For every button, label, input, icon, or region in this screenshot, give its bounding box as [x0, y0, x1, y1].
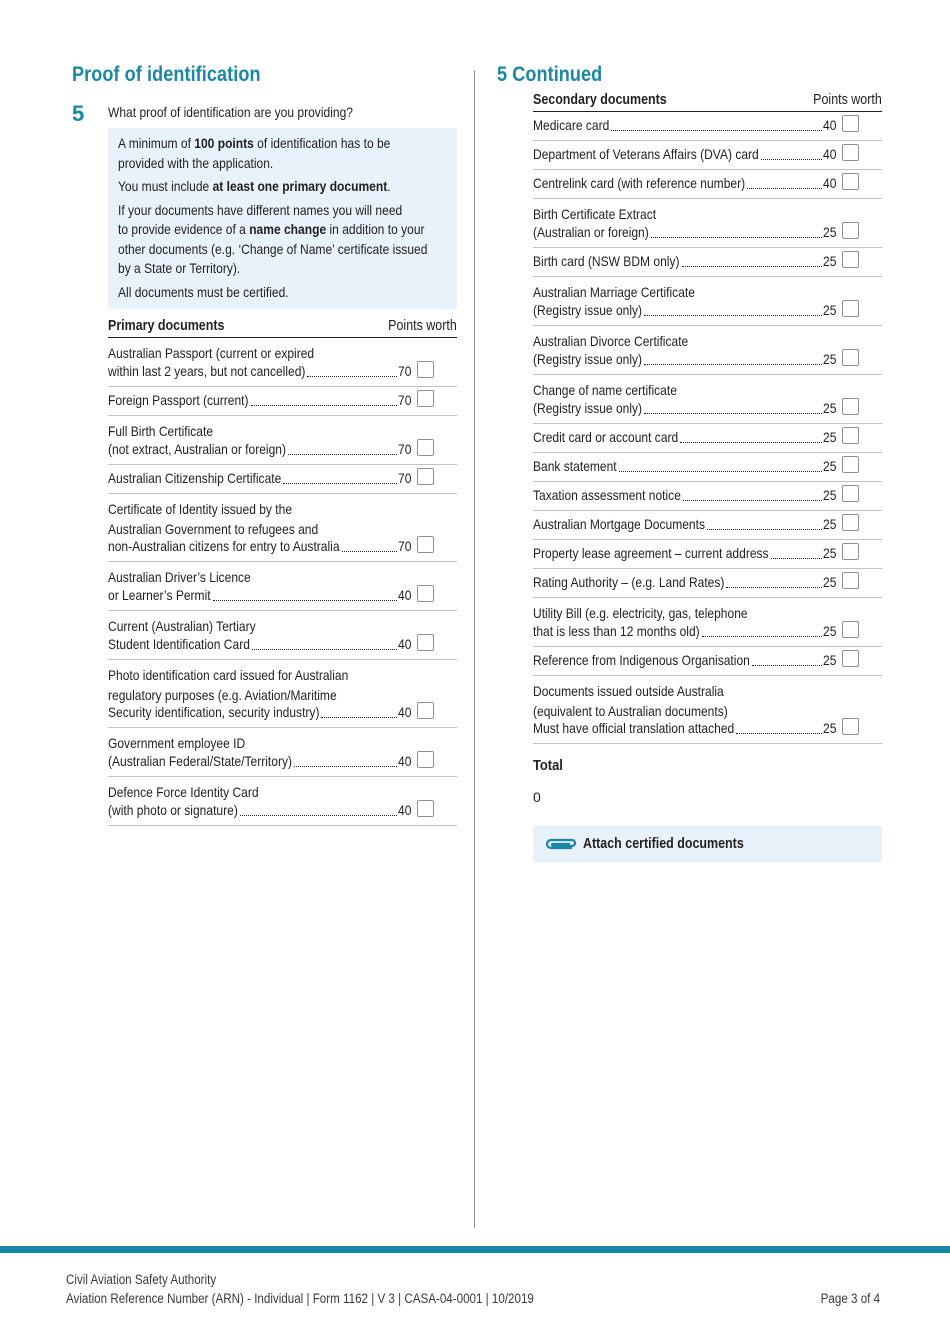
- points-value-text: 25: [823, 224, 837, 240]
- document-description: [108, 616, 457, 636]
- document-description-line: Certificate of Identity issued by the: [108, 501, 293, 517]
- document-row: [533, 170, 882, 199]
- document-label: [108, 634, 273, 654]
- document-label: [108, 800, 259, 820]
- dot-leader: [294, 766, 397, 767]
- document-label-text: (not extract, Australian or foreign): [108, 441, 287, 457]
- document-description-line: regulatory purposes (e.g. Aviation/Maritime: [108, 687, 337, 703]
- document-row: [108, 338, 457, 387]
- points-value: [823, 621, 839, 641]
- points-value-text: 70: [398, 441, 412, 457]
- dot-leader: [680, 442, 822, 443]
- document-label: [533, 398, 660, 418]
- document-checkbox[interactable]: [417, 390, 434, 407]
- info-box: [108, 128, 457, 309]
- document-label: [533, 485, 705, 505]
- document-checkbox[interactable]: [842, 456, 859, 473]
- dot-leader: [342, 551, 397, 552]
- points-value: [823, 514, 839, 534]
- document-checkbox[interactable]: [842, 485, 859, 502]
- document-description-line: Photo identification card issued for Australian: [108, 667, 349, 683]
- dot-leader: [771, 558, 822, 559]
- document-label: [533, 514, 733, 534]
- points-value: [823, 300, 839, 320]
- document-label-text: Centrelink card (with reference number): [533, 175, 746, 191]
- document-description-line: (equivalent to Australian documents): [533, 703, 728, 719]
- document-label-text: Department of Veterans Affairs (DVA) card: [533, 146, 759, 162]
- document-label: [533, 572, 756, 592]
- document-row: [533, 375, 882, 424]
- points-value: [823, 543, 839, 563]
- document-row: [108, 387, 457, 416]
- document-label: [108, 390, 271, 410]
- document-label: [533, 650, 785, 670]
- document-label: [533, 621, 727, 641]
- document-label: [533, 173, 780, 193]
- points-value-text: 40: [398, 704, 412, 720]
- points-value: [823, 173, 839, 193]
- document-label: [533, 427, 702, 447]
- attach-documents-label: Attach certified documents: [583, 836, 744, 852]
- document-checkbox[interactable]: [842, 572, 859, 589]
- dot-leader: [736, 733, 822, 734]
- document-checkbox[interactable]: [842, 650, 859, 667]
- document-description-line: Current (Australian) Tertiary: [108, 618, 256, 634]
- points-value-text: 25: [823, 545, 837, 561]
- points-value-text: 40: [398, 636, 412, 652]
- document-description-line: Documents issued outside Australia: [533, 683, 724, 699]
- points-value-text: 25: [823, 720, 837, 736]
- document-checkbox[interactable]: [417, 702, 434, 719]
- footer-page-number: Page 3 of 4: [820, 1291, 880, 1306]
- document-label-text: that is less than 12 months old): [533, 623, 700, 639]
- document-row: [533, 569, 882, 598]
- document-label: [533, 543, 807, 563]
- document-label-text: (Registry issue only): [533, 400, 643, 416]
- points-value-text: 70: [398, 538, 412, 554]
- column-divider: [474, 70, 475, 1228]
- points-value-text: 40: [823, 175, 837, 191]
- document-row: [533, 453, 882, 482]
- document-description: [108, 733, 457, 753]
- document-checkbox[interactable]: [842, 718, 859, 735]
- document-description: [533, 380, 882, 400]
- dot-leader: [644, 413, 822, 414]
- info-paragraph-name-change: If your documents have different names you will need to provide evidence of a name change in addition to your other documents (e.g. ‘Change of Name’ certificate issued by a State or Territory).: [118, 201, 428, 276]
- document-row: [108, 494, 457, 562]
- document-description-line: Government employee ID: [108, 735, 246, 751]
- points-value: [823, 251, 839, 271]
- document-label: [533, 115, 622, 135]
- info-paragraph-certified: All documents must be certified.: [118, 283, 289, 300]
- points-value-text: 25: [823, 487, 837, 503]
- document-checkbox[interactable]: [842, 300, 859, 317]
- primary-documents-header: [108, 318, 457, 338]
- document-row: [533, 424, 882, 453]
- dot-leader: [321, 717, 397, 718]
- document-label-text: Australian Mortgage Documents: [533, 516, 705, 532]
- document-checkbox[interactable]: [842, 398, 859, 415]
- document-row: [533, 277, 882, 326]
- total-value: 0: [533, 789, 541, 805]
- secondary-documents-header: [533, 92, 882, 112]
- document-row: [533, 482, 882, 511]
- document-description-line: Australian Divorce Certificate: [533, 333, 689, 349]
- points-value-text: 40: [823, 146, 837, 162]
- document-checkbox[interactable]: [417, 439, 434, 456]
- document-row: [533, 199, 882, 248]
- points-value: [823, 349, 839, 369]
- points-value-text: 25: [823, 516, 837, 532]
- document-checkbox[interactable]: [842, 222, 859, 239]
- document-checkbox[interactable]: [842, 115, 859, 132]
- points-value-text: 70: [398, 363, 412, 379]
- document-checkbox[interactable]: [417, 468, 434, 485]
- points-value: [823, 398, 839, 418]
- points-value: [823, 115, 839, 135]
- document-checkbox[interactable]: [417, 751, 434, 768]
- dot-leader: [251, 405, 397, 406]
- document-description-line: Australian Passport (current or expired: [108, 345, 315, 361]
- points-value: [398, 585, 414, 605]
- document-label: [108, 536, 377, 556]
- dot-leader: [611, 130, 822, 131]
- dot-leader: [707, 529, 822, 530]
- points-value: [398, 439, 414, 459]
- document-label-text: (Australian or foreign): [533, 224, 649, 240]
- document-checkbox[interactable]: [842, 144, 859, 161]
- document-label: [533, 251, 703, 271]
- points-value-text: 25: [823, 253, 837, 269]
- dot-leader: [747, 188, 822, 189]
- document-label-text: or Learner’s Permit: [108, 587, 211, 603]
- dot-leader: [644, 315, 822, 316]
- document-label-text: (Australian Federal/State/Territory): [108, 753, 293, 769]
- attach-documents-button[interactable]: [533, 826, 882, 862]
- document-checkbox[interactable]: [842, 173, 859, 190]
- secondary-documents-heading: Secondary documents: [533, 92, 667, 108]
- document-label-text: Reference from Indigenous Organisation: [533, 652, 750, 668]
- document-description-line: Australian Government to refugees and: [108, 521, 319, 537]
- document-description: [108, 567, 457, 587]
- document-label: [533, 144, 796, 164]
- document-label-text: Medicare card: [533, 117, 610, 133]
- document-row: [108, 611, 457, 660]
- document-row: [108, 562, 457, 611]
- document-checkbox[interactable]: [842, 427, 859, 444]
- document-description: [533, 282, 882, 302]
- document-description: [108, 421, 457, 441]
- document-label-text: Credit card or account card: [533, 429, 679, 445]
- document-label-text: (Registry issue only): [533, 302, 643, 318]
- footer-form-reference: Aviation Reference Number (ARN) - Individual | Form 1162 | V 3 | CASA-04-0001 | 10/2019: [66, 1291, 534, 1306]
- document-label-text: Taxation assessment notice: [533, 487, 681, 503]
- document-label-text: within last 2 years, but not cancelled): [108, 363, 306, 379]
- secondary-documents-list: [533, 92, 882, 744]
- points-value-text: 25: [823, 458, 837, 474]
- dot-leader: [683, 500, 822, 501]
- points-value: [823, 427, 839, 447]
- dot-leader: [651, 237, 822, 238]
- document-row: [533, 647, 882, 676]
- document-label-text: Bank statement: [533, 458, 617, 474]
- document-row: [108, 777, 457, 826]
- document-label-text: non-Australian citizens for entry to Australia: [108, 538, 340, 554]
- points-value-text: 25: [823, 400, 837, 416]
- dot-leader: [240, 815, 397, 816]
- points-value-text: 25: [823, 574, 837, 590]
- question-text: What proof of identification are you providing?: [108, 104, 353, 120]
- document-label-text: Rating Authority – (e.g. Land Rates): [533, 574, 725, 590]
- document-label: [108, 439, 315, 459]
- points-value: [823, 144, 839, 164]
- points-value: [398, 800, 414, 820]
- dot-leader: [761, 159, 822, 160]
- document-description: [533, 204, 882, 224]
- document-checkbox[interactable]: [417, 585, 434, 602]
- info-paragraph-primary: You must include at least one primary document.: [118, 178, 391, 194]
- points-value: [398, 634, 414, 654]
- dot-leader: [252, 649, 397, 650]
- document-label: [108, 361, 338, 381]
- info-paragraph-points: A minimum of 100 points of identification has to be provided with the application.: [118, 135, 391, 171]
- points-value: [823, 718, 839, 738]
- question-number: 5: [72, 101, 85, 126]
- points-value: [823, 456, 839, 476]
- points-value: [823, 222, 839, 242]
- document-description: [533, 331, 882, 351]
- points-value-text: 25: [823, 652, 837, 668]
- points-value-text: 25: [823, 623, 837, 639]
- document-checkbox[interactable]: [417, 361, 434, 378]
- points-value: [823, 485, 839, 505]
- points-worth-heading: Points worth: [388, 318, 457, 334]
- document-label: [533, 222, 668, 242]
- document-row: [533, 326, 882, 375]
- points-value-text: 40: [398, 753, 412, 769]
- document-description-line: Australian Marriage Certificate: [533, 284, 695, 300]
- paperclip-icon: [543, 836, 577, 852]
- document-label: [108, 702, 354, 722]
- document-label: [533, 300, 660, 320]
- document-checkbox[interactable]: [417, 634, 434, 651]
- points-value: [398, 702, 414, 722]
- document-row: [533, 676, 882, 744]
- document-label: [108, 751, 322, 771]
- document-row: [533, 141, 882, 170]
- document-label: [108, 468, 310, 488]
- points-value-text: 40: [398, 587, 412, 603]
- document-description: [108, 499, 457, 539]
- dot-leader: [682, 266, 822, 267]
- document-label: [533, 456, 630, 476]
- document-row: [533, 540, 882, 569]
- document-row: [108, 660, 457, 728]
- document-checkbox[interactable]: [417, 800, 434, 817]
- dot-leader: [213, 600, 397, 601]
- document-label-text: (Registry issue only): [533, 351, 643, 367]
- document-description: [108, 665, 457, 705]
- document-row: [533, 112, 882, 141]
- document-label: [533, 349, 660, 369]
- document-description-line: Utility Bill (e.g. electricity, gas, telephone: [533, 605, 748, 621]
- document-label-text: Must have official translation attached: [533, 720, 735, 736]
- document-description-line: Change of name certificate: [533, 382, 677, 398]
- document-row: [533, 248, 882, 277]
- document-description: [533, 603, 882, 623]
- footer-bar: [0, 1246, 950, 1253]
- document-checkbox[interactable]: [842, 621, 859, 638]
- document-label-text: Security identification, security industry): [108, 704, 320, 720]
- document-label-text: Property lease agreement – current address: [533, 545, 769, 561]
- document-checkbox[interactable]: [842, 251, 859, 268]
- document-label: [108, 585, 227, 605]
- points-value: [398, 536, 414, 556]
- document-label-text: Australian Citizenship Certificate: [108, 470, 282, 486]
- points-value-text: 70: [398, 470, 412, 486]
- dot-leader: [283, 483, 397, 484]
- continued-title: 5 Continued: [497, 63, 603, 86]
- points-value-text: 25: [823, 429, 837, 445]
- document-row: [108, 728, 457, 777]
- dot-leader: [307, 376, 397, 377]
- footer-organisation: Civil Aviation Safety Authority: [66, 1272, 217, 1287]
- points-value: [398, 751, 414, 771]
- dot-leader: [702, 636, 822, 637]
- points-value-text: 70: [398, 392, 412, 408]
- document-label-text: Foreign Passport (current): [108, 392, 249, 408]
- document-checkbox[interactable]: [417, 536, 434, 553]
- dot-leader: [288, 454, 397, 455]
- document-description-line: Full Birth Certificate: [108, 423, 214, 439]
- points-value: [823, 650, 839, 670]
- document-checkbox[interactable]: [842, 349, 859, 366]
- points-value-text: 25: [823, 351, 837, 367]
- points-value: [398, 361, 414, 381]
- points-worth-heading: Points worth: [813, 92, 882, 108]
- points-value-text: 40: [823, 117, 837, 133]
- points-value-text: 40: [398, 802, 412, 818]
- document-description: [108, 782, 457, 802]
- document-label-text: Student Identification Card: [108, 636, 250, 652]
- dot-leader: [644, 364, 822, 365]
- document-description: [108, 343, 457, 363]
- document-description: [533, 681, 882, 721]
- points-value: [823, 572, 839, 592]
- document-label-text: (with photo or signature): [108, 802, 238, 818]
- document-row: [108, 416, 457, 465]
- document-row: [108, 465, 457, 494]
- document-row: [533, 598, 882, 647]
- document-row: [533, 511, 882, 540]
- document-description-line: Australian Driver’s Licence: [108, 569, 251, 585]
- dot-leader: [726, 587, 822, 588]
- primary-documents-heading: Primary documents: [108, 318, 225, 334]
- dot-leader: [752, 665, 822, 666]
- points-value: [398, 390, 414, 410]
- total-label: Total: [533, 757, 563, 774]
- document-checkbox[interactable]: [842, 514, 859, 531]
- primary-documents-list: [108, 318, 457, 826]
- document-description-line: Birth Certificate Extract: [533, 206, 657, 222]
- points-value-text: 25: [823, 302, 837, 318]
- document-label: [533, 718, 767, 738]
- document-checkbox[interactable]: [842, 543, 859, 560]
- points-value: [398, 468, 414, 488]
- document-label-text: Birth card (NSW BDM only): [533, 253, 680, 269]
- page-title: Proof of identification: [72, 63, 261, 86]
- document-description-line: Defence Force Identity Card: [108, 784, 259, 800]
- dot-leader: [619, 471, 822, 472]
